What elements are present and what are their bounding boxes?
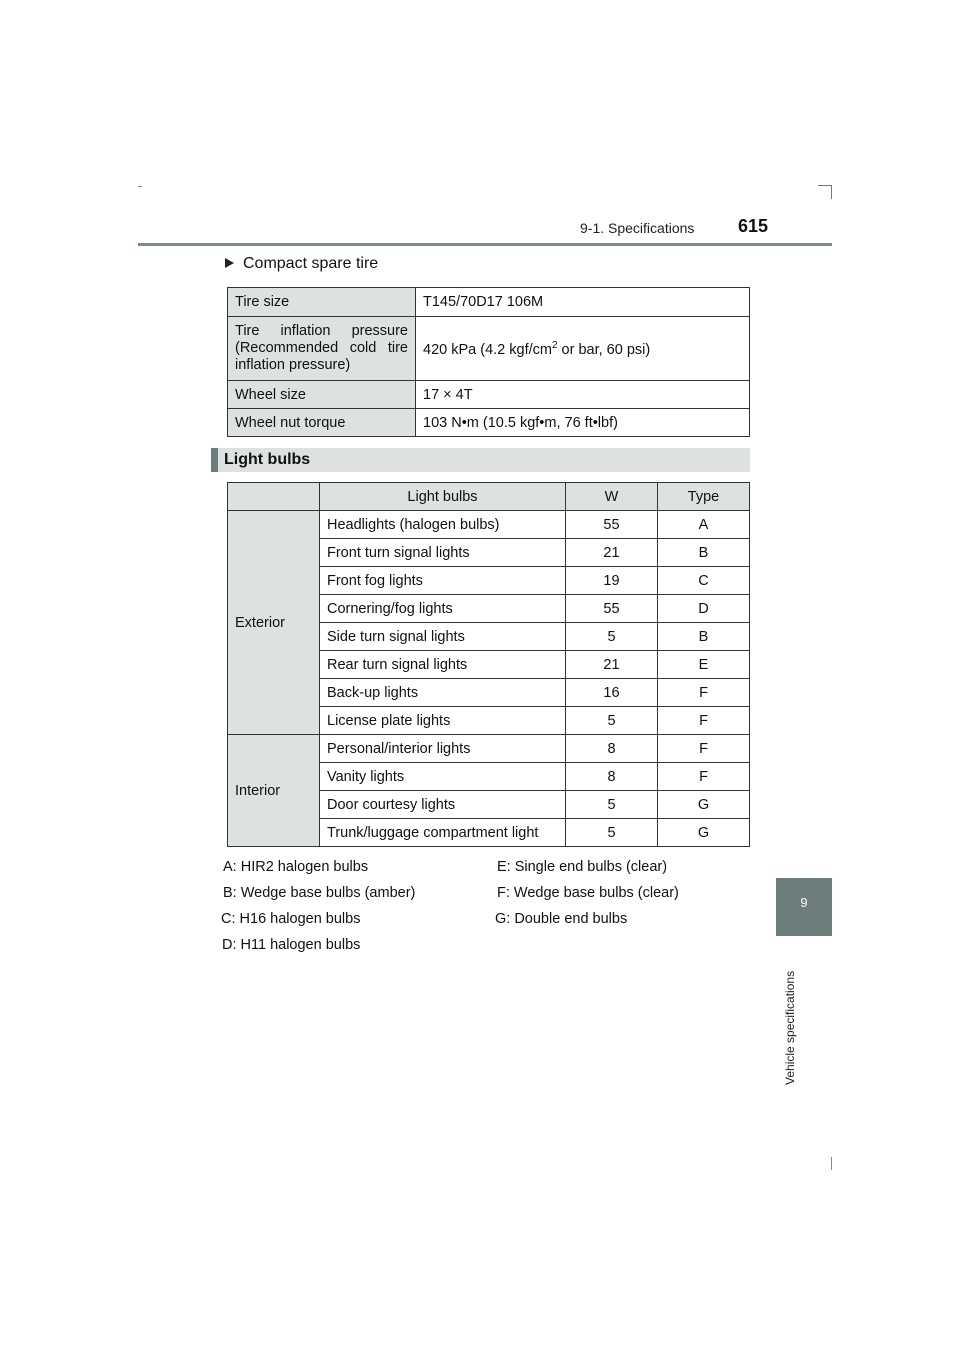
column-header: Light bulbs <box>320 483 566 511</box>
bulb-name: Side turn signal lights <box>320 623 566 651</box>
bullet-arrow-icon <box>225 258 234 268</box>
bulb-type: D <box>658 595 750 623</box>
bulb-type: F <box>658 763 750 791</box>
bulb-wattage: 21 <box>566 539 658 567</box>
bulb-name: License plate lights <box>320 707 566 735</box>
bulb-wattage: 5 <box>566 623 658 651</box>
chapter-number: 9 <box>800 895 808 910</box>
bulb-wattage: 8 <box>566 735 658 763</box>
legend-item: G: Double end bulbs <box>495 911 628 927</box>
subsection-title: Compact spare tire <box>243 255 379 272</box>
row-value: 103 N•m (10.5 kgf•m, 76 ft•lbf) <box>416 409 750 437</box>
row-label: Tire size <box>228 288 416 317</box>
bulb-name: Trunk/luggage compartment light <box>320 819 566 847</box>
bulb-name: Front fog lights <box>320 567 566 595</box>
bulb-name: Front turn signal lights <box>320 539 566 567</box>
row-value: 17 × 4T <box>416 381 750 409</box>
crop-mark <box>831 185 832 199</box>
light-bulbs-table <box>227 482 750 847</box>
bulb-name: Personal/interior lights <box>320 735 566 763</box>
legend-item: F: Wedge base bulbs (clear) <box>497 885 679 901</box>
row-label: Wheel size <box>228 381 416 409</box>
bulb-wattage: 8 <box>566 763 658 791</box>
bulb-name: Door courtesy lights <box>320 791 566 819</box>
bulb-wattage: 5 <box>566 707 658 735</box>
table-row <box>228 317 750 381</box>
group-label: Exterior <box>228 511 320 735</box>
row-label: Wheel nut torque <box>228 409 416 437</box>
row-value <box>416 317 750 381</box>
column-header: Type <box>658 483 750 511</box>
bulb-type: A <box>658 511 750 539</box>
bulb-wattage: 21 <box>566 651 658 679</box>
bulb-type: F <box>658 679 750 707</box>
crop-mark <box>818 185 832 186</box>
chapter-title <box>783 945 812 1085</box>
legend-item: E: Single end bulbs (clear) <box>497 859 668 875</box>
header-rule <box>138 243 832 246</box>
chapter-title-text: Vehicle specifications <box>783 970 797 1085</box>
column-header: W <box>566 483 658 511</box>
bulb-wattage: 55 <box>566 595 658 623</box>
bulb-type: B <box>658 623 750 651</box>
heading-accent <box>211 448 218 472</box>
section-label: 9-1. Specifications <box>580 220 695 236</box>
bulb-type: F <box>658 735 750 763</box>
table-row <box>228 735 750 763</box>
table-header-row <box>228 483 750 511</box>
bulb-wattage: 5 <box>566 819 658 847</box>
bulb-name: Rear turn signal lights <box>320 651 566 679</box>
bulb-type: B <box>658 539 750 567</box>
table-row <box>228 511 750 539</box>
section-heading: Light bulbs <box>224 451 311 468</box>
legend-item: A: HIR2 halogen bulbs <box>223 859 369 875</box>
bulb-wattage: 16 <box>566 679 658 707</box>
value-text: 420 kPa (4.2 kgf/cm <box>423 341 552 358</box>
page-number: 615 <box>738 216 769 236</box>
value-text: or bar, 60 psi) <box>557 341 651 358</box>
bulb-type: E <box>658 651 750 679</box>
crop-mark <box>831 1157 832 1170</box>
spare-tire-table <box>227 287 750 437</box>
crop-mark <box>138 186 142 187</box>
bulb-name: Headlights (halogen bulbs) <box>320 511 566 539</box>
bulb-wattage: 5 <box>566 791 658 819</box>
bulb-type: F <box>658 707 750 735</box>
chapter-tab[interactable] <box>776 878 832 936</box>
legend-item: C: H16 halogen bulbs <box>221 911 361 927</box>
bulb-wattage: 19 <box>566 567 658 595</box>
table-row <box>228 381 750 409</box>
header-cell-empty <box>228 483 320 511</box>
bulb-type: G <box>658 791 750 819</box>
legend-item: D: H11 halogen bulbs <box>222 937 361 953</box>
bulb-name: Vanity lights <box>320 763 566 791</box>
superscript: 2 <box>551 339 558 351</box>
bulb-type: C <box>658 567 750 595</box>
group-label: Interior <box>228 735 320 847</box>
bulb-wattage: 55 <box>566 511 658 539</box>
row-value: T145/70D17 106M <box>416 288 750 317</box>
row-label: Tire inflation pressure (Recommended cold tire inflation pressure) <box>228 317 416 381</box>
bulb-type: G <box>658 819 750 847</box>
bulb-name: Cornering/fog lights <box>320 595 566 623</box>
table-row <box>228 409 750 437</box>
table-row <box>228 288 750 317</box>
legend-item: B: Wedge base bulbs (amber) <box>223 885 416 901</box>
bulb-name: Back-up lights <box>320 679 566 707</box>
